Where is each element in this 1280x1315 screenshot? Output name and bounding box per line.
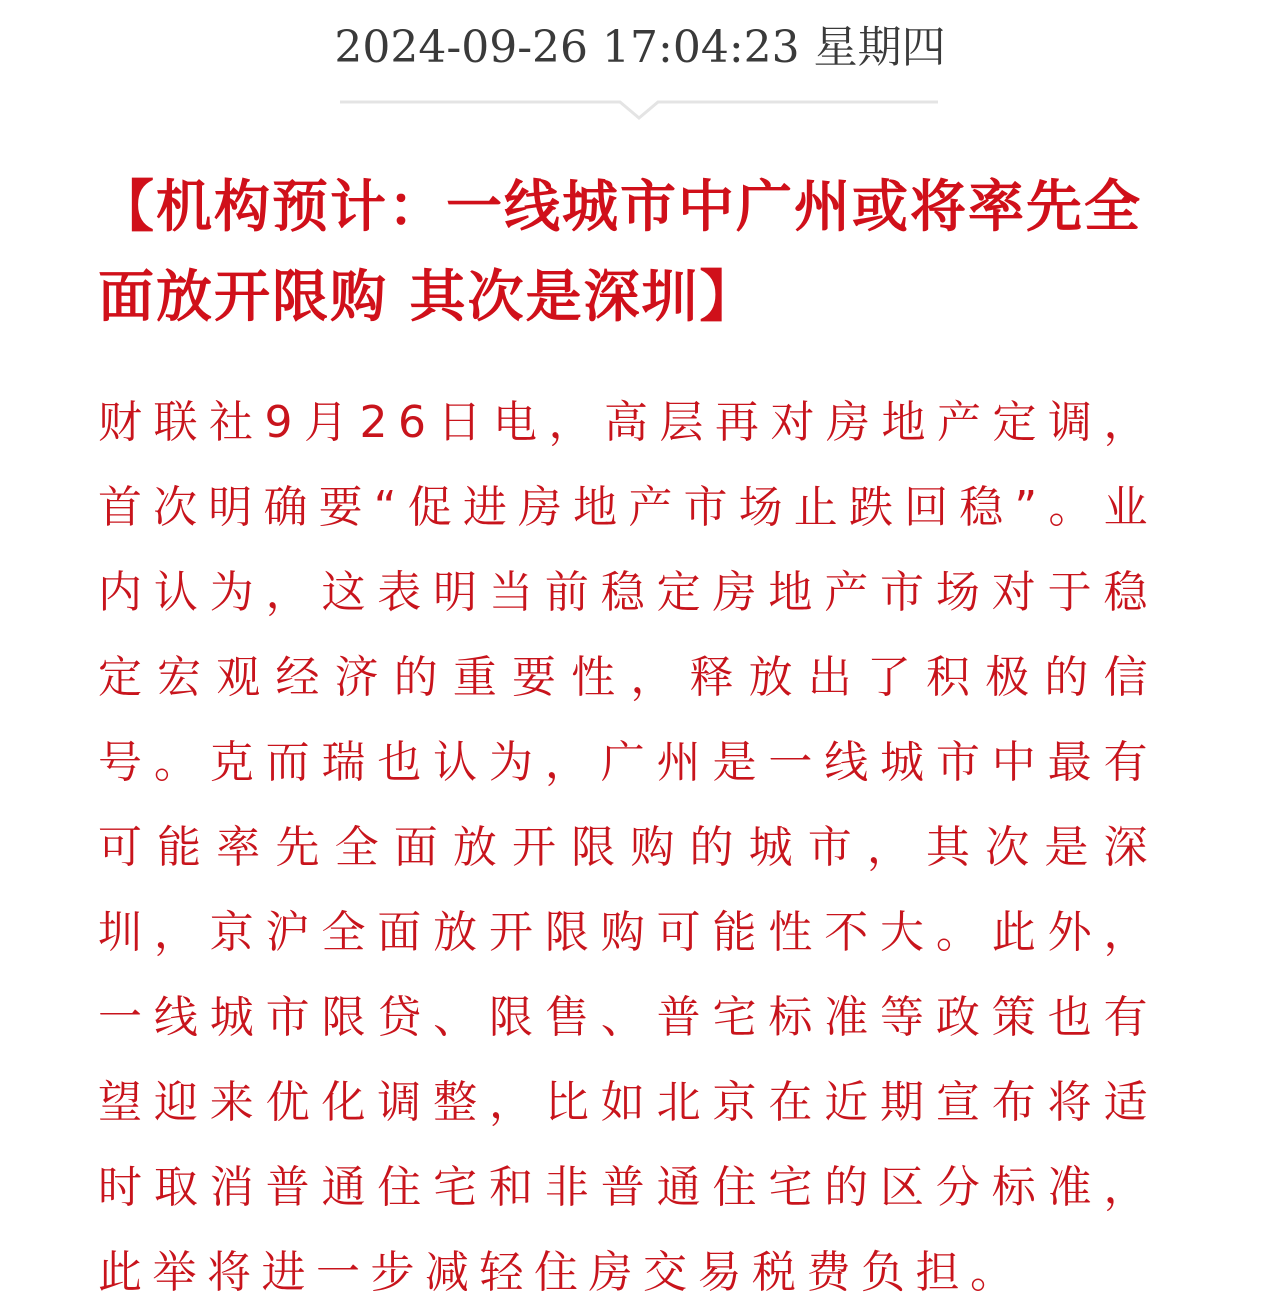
divider-line [340, 96, 938, 120]
article-headline: 【机构预计：一线城市中广州或将率先全面放开限购 其次是深圳】 [98, 174, 1142, 330]
article-body: 财联社9月26日电，高层再对房地产定调，首次明确要“促进房地产市场止跌回稳”。业内认为，这表明当前稳定房地产市场对于稳定宏观经济的重要性，释放出了积极的信号。克而瑞也认为，广州是一线城市中最有可能率先全面放开限购的城市，其次是深圳，京沪全面放开限购可能性不大。此外，一线城市限贷、限售、普宅标准等政策也有望迎来优化调整，比如北京在近期宣布将适时取消普通住宅和非普通住宅的区分标准，此举将进一步减轻住房交易税费负担。 [98, 397, 1158, 1298]
post-datetime: 2024-09-26 17:04:23 星期四 [334, 22, 946, 73]
